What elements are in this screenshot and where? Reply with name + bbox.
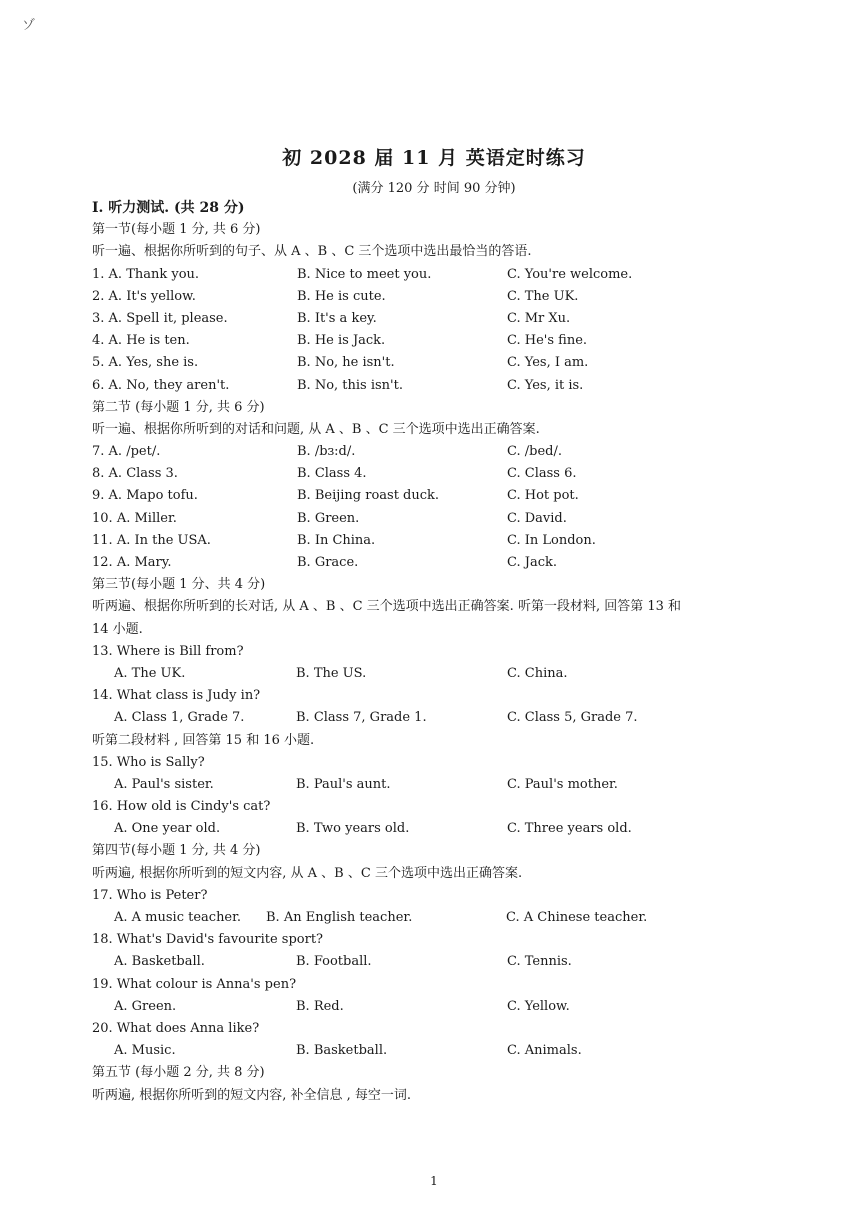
- option-text: A. Class 3.: [108, 466, 178, 482]
- question-option-a: [92, 375, 229, 397]
- question-option-c: C. Yellow.: [507, 998, 570, 1014]
- question-stem: 17. Who is Peter?: [92, 887, 208, 903]
- question-option-b: B. Nice to meet you.: [297, 266, 432, 282]
- question-number: 3.: [92, 310, 105, 326]
- question-option-c: C. China.: [507, 665, 568, 681]
- question-row: [92, 485, 792, 507]
- question-option-c: C. Three years old.: [507, 821, 632, 837]
- question-option-c: C. Yes, I am.: [507, 355, 589, 371]
- question-option-a: [92, 530, 211, 552]
- question-option-b: B. Grace.: [297, 555, 359, 570]
- question-option-a: A. Green.: [114, 998, 177, 1014]
- part-heading: 第四节(每小题 1 分, 共 4 分): [92, 843, 261, 859]
- option-text: A. /pet/.: [108, 444, 161, 460]
- question-row: [92, 530, 792, 552]
- question-row: [92, 441, 792, 463]
- option-text: A. It's yellow.: [108, 288, 196, 304]
- question-option-b: B. No, this isn't.: [297, 377, 403, 393]
- question-row: [92, 552, 792, 574]
- question-stem: 13. Where is Bill from?: [92, 643, 244, 659]
- part-heading: 第五节 (每小题 2 分, 共 8 分): [92, 1065, 265, 1081]
- question-row: [92, 308, 792, 330]
- question-option-b: B. No, he isn't.: [297, 355, 395, 371]
- question-option-c: C. Paul's mother.: [507, 776, 618, 792]
- question-option-a: [92, 552, 172, 574]
- question-option-c: C. Class 5, Grade 7.: [507, 710, 638, 726]
- question-row: [92, 818, 792, 840]
- question-option-b: B. Red.: [296, 998, 344, 1014]
- question-option-c: C. David.: [507, 510, 567, 526]
- question-number: 7.: [92, 444, 105, 460]
- question-number: 4.: [92, 333, 105, 349]
- question-option-a: [92, 286, 196, 308]
- question-option-a: [92, 485, 198, 507]
- question-option-a: [92, 308, 228, 330]
- question-row: [92, 707, 792, 729]
- question-option-a: A. Class 1, Grade 7.: [114, 710, 245, 726]
- question-option-a: A. A music teacher.: [114, 910, 242, 925]
- question-option-a: [92, 441, 160, 463]
- question-number: 11.: [92, 532, 113, 548]
- question-row: [92, 286, 792, 308]
- question-option-c: C. Jack.: [507, 555, 558, 570]
- question-option-c: C. He's fine.: [507, 333, 588, 349]
- page-number: 1: [430, 1174, 438, 1188]
- question-row: [92, 264, 792, 286]
- option-text: A. Mapo tofu.: [108, 488, 198, 504]
- question-option-b: B. It's a key.: [297, 310, 377, 326]
- question-row: [92, 774, 792, 796]
- option-text: A. Mary.: [116, 555, 172, 570]
- question-option-c: C. In London.: [507, 532, 596, 548]
- question-option-b: B. /bɜ:d/.: [297, 444, 356, 460]
- question-row: [92, 663, 792, 685]
- question-row: [92, 375, 792, 397]
- question-option-b: B. Class 4.: [297, 466, 367, 482]
- question-option-b: B. Paul's aunt.: [296, 776, 391, 792]
- option-text: A. Yes, she is.: [108, 355, 199, 371]
- question-row: [92, 951, 792, 973]
- question-option-a: A. Basketball.: [114, 954, 205, 970]
- question-row: [92, 352, 792, 374]
- question-option-a: A. One year old.: [114, 821, 221, 837]
- question-option-c: C. /bed/.: [507, 444, 562, 460]
- question-option-a: [92, 352, 198, 374]
- part-instruction-cont: 14 小题.: [92, 621, 143, 637]
- part-heading: 第一节(每小题 1 分, 共 6 分): [92, 222, 261, 238]
- question-number: 10.: [92, 510, 113, 526]
- option-text: A. No, they aren't.: [108, 377, 230, 393]
- question-option-a: [92, 330, 190, 352]
- option-text: A. Spell it, please.: [108, 310, 228, 326]
- question-option-a: [92, 264, 199, 286]
- page-subtitle: (满分 120 分 时间 90 分钟): [352, 181, 516, 196]
- question-number: 6.: [92, 377, 105, 393]
- question-option-a: A. Music.: [114, 1043, 176, 1059]
- part-instruction: 听两遍、根据你所听到的长对话, 从 A 、B 、C 三个选项中选出正确答案. 听第一段材料, 回答第 13 和: [92, 599, 682, 615]
- option-text: A. He is ten.: [108, 333, 190, 349]
- question-option-b: B. Beijing roast duck.: [297, 488, 440, 504]
- question-stem: 14. What class is Judy in?: [92, 688, 261, 704]
- question-stem: 20. What does Anna like?: [92, 1020, 260, 1036]
- question-option-a: [92, 508, 177, 530]
- question-option-b: B. Class 7, Grade 1.: [296, 710, 427, 726]
- part-instruction: 听一遍、根据你所听到的对话和问题, 从 A 、B 、C 三个选项中选出正确答案.: [92, 421, 540, 437]
- page-title: 初 2028 届 11 月 英语定时练习: [282, 147, 586, 169]
- question-option-b: B. An English teacher.: [266, 910, 413, 925]
- question-row: [92, 907, 792, 929]
- question-row: [92, 463, 792, 485]
- question-number: 9.: [92, 488, 105, 504]
- question-option-b: B. He is Jack.: [297, 333, 386, 349]
- question-option-a: A. The UK.: [114, 665, 186, 681]
- option-text: A. Miller.: [116, 510, 177, 526]
- question-option-c: C. A Chinese teacher.: [506, 910, 648, 925]
- option-text: A. Thank you.: [108, 266, 200, 282]
- question-option-b: B. Green.: [297, 510, 360, 526]
- question-option-c: C. You're welcome.: [507, 266, 633, 282]
- question-row: [92, 996, 792, 1018]
- question-option-c: C. Hot pot.: [507, 488, 579, 504]
- option-text: A. In the USA.: [116, 532, 211, 548]
- part-heading: 第三节(每小题 1 分、共 4 分): [92, 577, 266, 593]
- question-number: 12.: [92, 555, 113, 570]
- question-option-c: C. Yes, it is.: [507, 377, 584, 393]
- question-option-a: [92, 463, 178, 485]
- question-option-c: C. Animals.: [507, 1043, 582, 1059]
- question-stem: 15. Who is Sally?: [92, 754, 205, 770]
- question-row: [92, 1040, 792, 1062]
- question-option-b: B. The US.: [296, 665, 367, 681]
- corner-mark: ゾ: [22, 18, 36, 33]
- part-instruction: 听两遍, 根据你所听到的短文内容, 补全信息 , 每空一词.: [92, 1087, 412, 1103]
- question-option-b: B. Basketball.: [296, 1043, 388, 1059]
- question-option-b: B. Two years old.: [296, 821, 410, 837]
- question-row: [92, 508, 792, 530]
- question-stem: 19. What colour is Anna's pen?: [92, 976, 297, 992]
- part-instruction: 听第二段材料 , 回答第 15 和 16 小题.: [92, 732, 315, 748]
- question-option-c: C. The UK.: [507, 288, 579, 304]
- question-option-b: B. Football.: [296, 954, 372, 970]
- question-option-c: C. Mr Xu.: [507, 310, 571, 326]
- section-heading: I. 听力测试. (共 28 分): [92, 200, 245, 216]
- question-number: 1.: [92, 266, 105, 282]
- question-option-a: A. Paul's sister.: [114, 776, 214, 792]
- part-instruction: 听一遍、根据你所听到的句子、从 A 、B 、C 三个选项中选出最恰当的答语.: [92, 244, 532, 260]
- part-heading: 第二节 (每小题 1 分, 共 6 分): [92, 399, 265, 415]
- question-option-b: B. He is cute.: [297, 288, 386, 304]
- question-stem: 16. How old is Cindy's cat?: [92, 799, 271, 815]
- part-instruction: 听两遍, 根据你所听到的短文内容, 从 A 、B 、C 三个选项中选出正确答案.: [92, 865, 523, 881]
- question-option-c: C. Class 6.: [507, 466, 577, 482]
- question-option-c: C. Tennis.: [507, 954, 572, 970]
- exam-content: [92, 197, 792, 1107]
- question-number: 8.: [92, 466, 105, 482]
- question-row: [92, 330, 792, 352]
- question-stem: 18. What's David's favourite sport?: [92, 932, 324, 948]
- question-option-b: B. In China.: [297, 532, 376, 548]
- question-number: 5.: [92, 355, 105, 371]
- question-number: 2.: [92, 288, 105, 304]
